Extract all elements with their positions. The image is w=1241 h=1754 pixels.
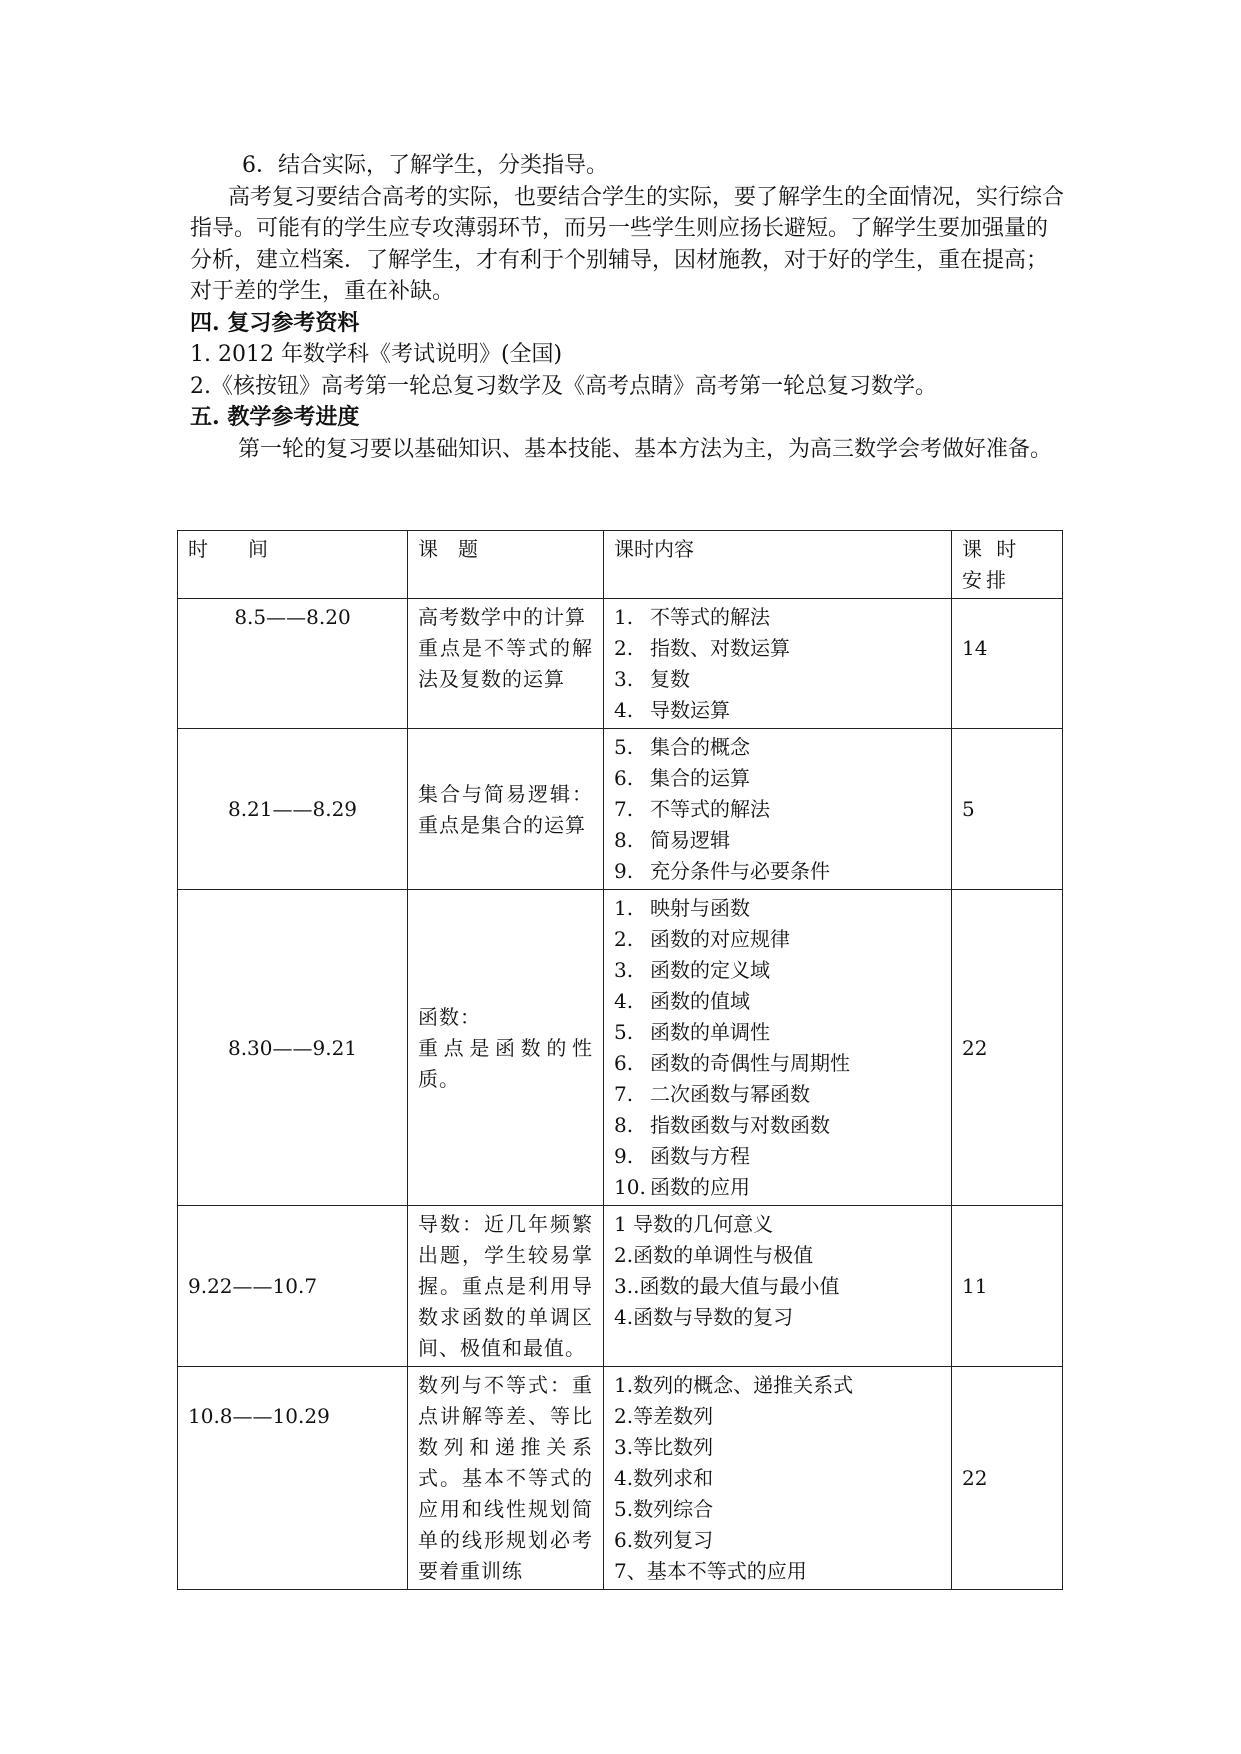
topic-cell: 高考数学中的计算 重点是不等式的解法及复数的运算 xyxy=(408,599,604,729)
list-item xyxy=(614,1271,941,1302)
list-number: 7. xyxy=(614,1082,634,1106)
list-text: 1 导数的几何意义 xyxy=(614,1212,774,1236)
list-item xyxy=(614,695,941,726)
list-text: 3..函数的最大值与最小值 xyxy=(614,1274,840,1298)
list-item xyxy=(614,955,941,986)
list-text: 1.数列的概念、递推关系式 xyxy=(614,1373,854,1397)
list-text: 集合的运算 xyxy=(650,766,750,790)
content-cell xyxy=(604,599,952,729)
reference-1: 1. 2012 年数学科《考试说明》(全国) xyxy=(190,342,563,367)
table-row xyxy=(178,890,1063,1206)
list-text: 3.等比数列 xyxy=(614,1435,714,1459)
paragraph-2: 第一轮的复习要以基础知识、基本技能、基本方法为主，为高三数学会考做好准备。 xyxy=(238,436,1053,462)
list-text: 4.数列求和 xyxy=(614,1466,714,1490)
list-number: 9. xyxy=(614,859,634,883)
list-text: 映射与函数 xyxy=(650,896,750,920)
topic-cell: 导数：近几年频繁出题，学生较易掌握。重点是利用导数求函数的单调区间、极值和最值。 xyxy=(408,1206,604,1367)
list-item xyxy=(614,1370,941,1401)
header-topic: 课 题 xyxy=(408,531,604,599)
list-number: 2. xyxy=(614,636,634,660)
list-text: 函数与方程 xyxy=(650,1144,750,1168)
hours-cell: 14 xyxy=(952,599,1063,729)
list-text: 7、基本不等式的应用 xyxy=(614,1559,807,1583)
topic-cell: 集合与简易逻辑：重点是集合的运算 xyxy=(408,729,604,890)
list-number: 9. xyxy=(614,1144,634,1168)
time-cell: 10.8——10.29 xyxy=(178,1367,408,1590)
heading-references: 四. 复习参考资料 xyxy=(190,309,360,336)
list-text: 复数 xyxy=(650,667,690,691)
list-number: 5. xyxy=(614,735,634,759)
list-item xyxy=(614,1172,941,1203)
content-list xyxy=(614,1370,941,1587)
list-number: 7. xyxy=(614,797,634,821)
list-number: 4. xyxy=(614,989,634,1013)
list-item xyxy=(614,1110,941,1141)
list-text: 4.函数与导数的复习 xyxy=(614,1305,794,1329)
topic-cell: 数列与不等式：重点讲解等差、等比数列和递推关系式。基本不等式的应用和线性规划简单的线形规划必考要着重训练 xyxy=(408,1367,604,1590)
content-cell xyxy=(604,1206,952,1367)
list-item xyxy=(614,1494,941,1525)
list-text: 导数运算 xyxy=(650,698,730,722)
list-text: 函数的值域 xyxy=(650,989,750,1013)
list-number: 1. xyxy=(614,605,634,629)
list-item xyxy=(614,1141,941,1172)
list-text: 2.函数的单调性与极值 xyxy=(614,1243,814,1267)
list-text: 指数、对数运算 xyxy=(650,636,790,660)
content-list xyxy=(614,893,941,1203)
content-cell xyxy=(604,1367,952,1590)
list-number: 2. xyxy=(614,927,634,951)
list-item xyxy=(614,1525,941,1556)
table-row xyxy=(178,599,1063,729)
list-item xyxy=(614,602,941,633)
content-list xyxy=(614,1209,941,1333)
list-text: 函数的奇偶性与周期性 xyxy=(650,1051,850,1075)
list-number: 1. xyxy=(614,896,634,920)
list-number: 6. xyxy=(614,1051,634,1075)
list-item xyxy=(614,1302,941,1333)
schedule-table xyxy=(177,530,1063,1590)
list-text: 2.等差数列 xyxy=(614,1404,714,1428)
table-row xyxy=(178,729,1063,890)
list-item xyxy=(614,1463,941,1494)
list-number: 3. xyxy=(614,958,634,982)
list-text: 简易逻辑 xyxy=(650,828,730,852)
list-item xyxy=(614,1079,941,1110)
list-number: 10. xyxy=(614,1175,646,1199)
list-text: 充分条件与必要条件 xyxy=(650,859,830,883)
item-6: 6．结合实际，了解学生，分类指导。 xyxy=(242,153,608,178)
time-cell: 8.5——8.20 xyxy=(178,599,408,729)
header-time: 时 间 xyxy=(178,531,408,599)
list-number: 6. xyxy=(614,766,634,790)
list-item xyxy=(614,763,941,794)
content-cell xyxy=(604,729,952,890)
hours-cell: 5 xyxy=(952,729,1063,890)
list-item xyxy=(614,794,941,825)
table-row xyxy=(178,1367,1063,1590)
paragraph-1: 高考复习要结合高考的实际，也要结合学生的实际，要了解学生的全面情况，实行综合指导。可能有的学生应专攻薄弱环节，而另一些学生则应扬长避短。了解学生要加强量的分析，建立档案．了解学生，才有利于个别辅导，因材施教，对于好的学生，重在提高；对于差的学生，重在补缺。 xyxy=(190,184,1065,304)
list-text: 函数的应用 xyxy=(650,1175,750,1199)
content-cell xyxy=(604,890,952,1206)
list-item xyxy=(614,924,941,955)
list-item xyxy=(614,664,941,695)
body-text xyxy=(190,150,1065,465)
list-text: 函数的单调性 xyxy=(650,1020,770,1044)
header-content: 课时内容 xyxy=(604,531,952,599)
list-text: 函数的定义域 xyxy=(650,958,770,982)
table-body xyxy=(178,599,1063,1590)
content-list xyxy=(614,602,941,726)
list-item xyxy=(614,633,941,664)
list-item xyxy=(614,1556,941,1587)
list-item xyxy=(614,1017,941,1048)
hours-cell: 11 xyxy=(952,1206,1063,1367)
table-row xyxy=(178,1206,1063,1367)
list-text: 集合的概念 xyxy=(650,735,750,759)
hours-cell: 22 xyxy=(952,1367,1063,1590)
list-text: 6.数列复习 xyxy=(614,1528,714,1552)
list-number: 8. xyxy=(614,1113,634,1137)
list-number: 8. xyxy=(614,828,634,852)
list-text: 函数的对应规律 xyxy=(650,927,790,951)
list-text: 不等式的解法 xyxy=(650,797,770,821)
time-cell: 8.30——9.21 xyxy=(178,890,408,1206)
list-item xyxy=(614,825,941,856)
list-item xyxy=(614,1240,941,1271)
heading-schedule: 五. 教学参考进度 xyxy=(190,404,360,430)
header-hours: 课 时 安排 xyxy=(952,531,1063,599)
list-item xyxy=(614,893,941,924)
list-item xyxy=(614,732,941,763)
time-cell: 9.22——10.7 xyxy=(178,1206,408,1367)
list-item xyxy=(614,856,941,887)
list-item xyxy=(614,986,941,1017)
list-item xyxy=(614,1048,941,1079)
list-text: 不等式的解法 xyxy=(650,605,770,629)
list-item xyxy=(614,1401,941,1432)
list-number: 5. xyxy=(614,1020,634,1044)
table-header-row xyxy=(178,531,1063,599)
content-list xyxy=(614,732,941,887)
list-text: 指数函数与对数函数 xyxy=(650,1113,830,1137)
time-cell: 8.21——8.29 xyxy=(178,729,408,890)
topic-cell: 函数： 重点是函数的性质。 xyxy=(408,890,604,1206)
list-item xyxy=(614,1432,941,1463)
list-text: 5.数列综合 xyxy=(614,1497,714,1521)
list-item xyxy=(614,1209,941,1240)
hours-cell: 22 xyxy=(952,890,1063,1206)
list-number: 4. xyxy=(614,698,634,722)
reference-2: 2.《核按钮》高考第一轮总复习数学及《高考点睛》高考第一轮总复习数学。 xyxy=(190,373,937,399)
list-text: 二次函数与幂函数 xyxy=(650,1082,810,1106)
list-number: 3. xyxy=(614,667,634,691)
